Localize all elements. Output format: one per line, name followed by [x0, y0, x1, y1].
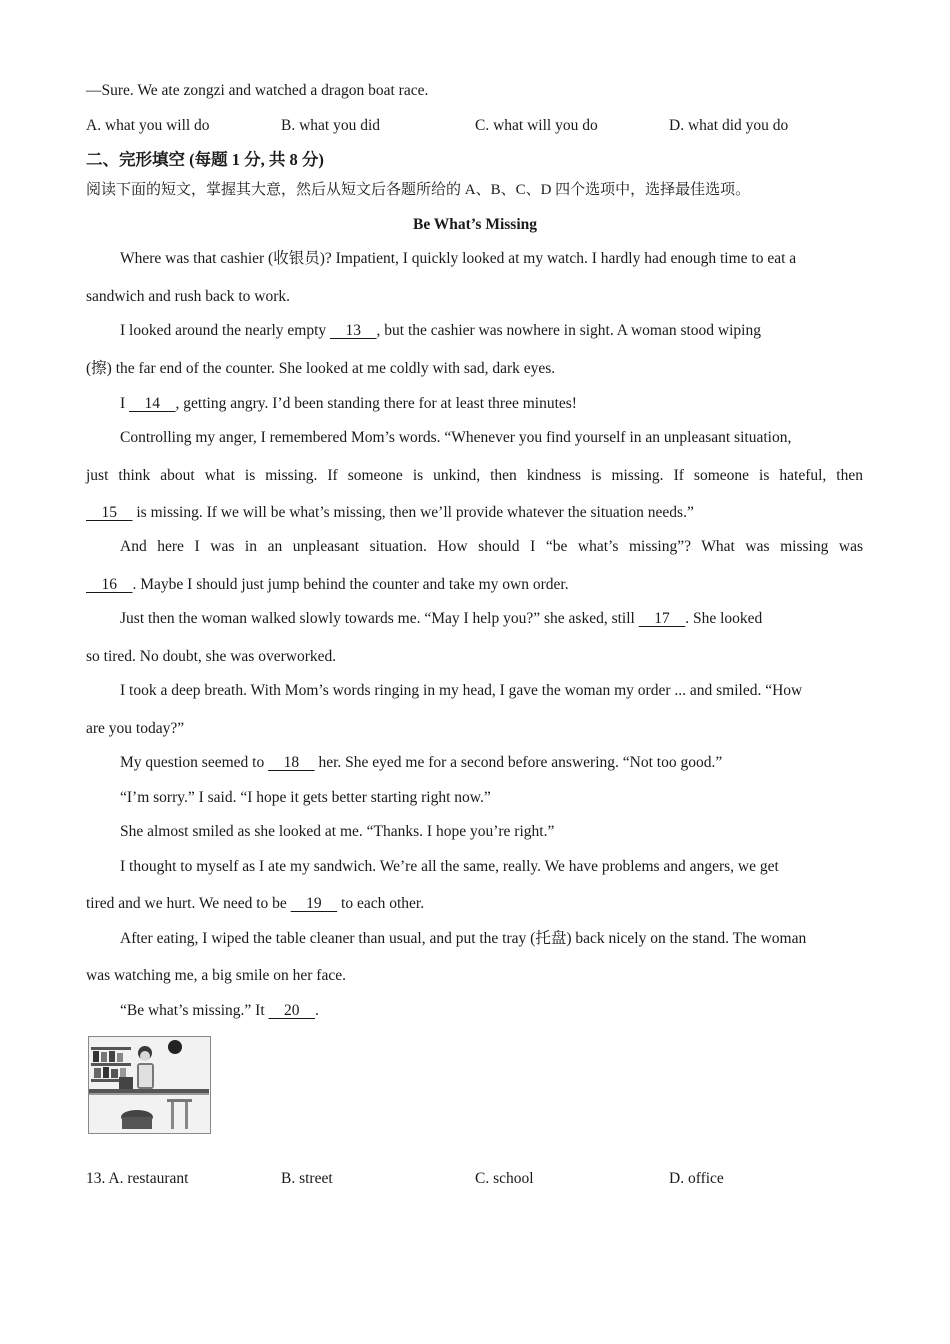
p11-line2: tired and we hurt. We need to be 19 to each other. — [86, 895, 425, 912]
q13-option-d: D. office — [669, 1170, 724, 1187]
passage-title: Be What’s Missing — [412, 216, 537, 233]
p4-line1: Controlling my anger, I remembered Mom’s words. “Whenever you find yourself in an unpleasant situation, — [120, 429, 792, 446]
option-c: C. what will you do — [475, 117, 598, 134]
blank-18: 18 — [268, 754, 315, 771]
blank-13: 13 — [330, 322, 377, 339]
p3-line: I 14 , getting angry. I’d been standing there for at least three minutes! — [120, 395, 577, 412]
p6-line1: Just then the woman walked slowly towards me. “May I help you?” she asked, still 17 . She looked — [120, 610, 763, 627]
option-d: D. what did you do — [669, 117, 789, 134]
p2-line1: I looked around the nearly empty 13 , but the cashier was nowhere in sight. A woman stood wiping — [120, 322, 761, 339]
p10-line: She almost smiled as she looked at me. “Thanks. I hope you’re right.” — [120, 823, 555, 840]
q13-option-c: C. school — [475, 1170, 534, 1187]
p5-line1: And here I was in an unpleasant situation. How should I “be what’s missing”? What was missing was — [120, 538, 863, 555]
p9-line: “I’m sorry.” I said. “I hope it gets better starting right now.” — [120, 789, 491, 806]
blank-15: 15 — [86, 504, 133, 521]
answer-line: —Sure. We ate zongzi and watched a dragon boat race. — [86, 82, 429, 99]
blank-14: 14 — [129, 395, 176, 412]
p5-line2: 16 . Maybe I should just jump behind the counter and take my own order. — [86, 576, 569, 593]
p1-line1: Where was that cashier (收银员)? Impatient, I quickly looked at my watch. I hardly had enough time to eat a — [120, 250, 797, 267]
p12-line2: was watching me, a big smile on her face. — [86, 967, 346, 984]
blank-20: 20 — [268, 1002, 316, 1019]
blank-16: 16 — [86, 576, 133, 593]
p13-line: “Be what’s missing.” It 20 . — [120, 1002, 319, 1019]
illustration-image — [88, 1036, 211, 1134]
p7-line2: are you today?” — [86, 720, 185, 737]
blank-19: 19 — [290, 895, 338, 912]
p4-line2: just think about what is missing. If someone is unkind, then kindness is missing. If someone is hateful, then — [86, 467, 863, 484]
q13-option-b: B. street — [281, 1170, 333, 1187]
option-b: B. what you did — [281, 117, 381, 134]
p4-line3: 15 is missing. If we will be what’s missing, then we’ll provide whatever the situation needs.” — [86, 504, 694, 521]
p7-line1: I took a deep breath. With Mom’s words ringing in my head, I gave the woman my order ... and smiled. “How — [120, 682, 803, 699]
p6-line2: so tired. No doubt, she was overworked. — [86, 648, 337, 665]
p1-line2: sandwich and rush back to work. — [86, 288, 291, 305]
section-instructions: 阅读下面的短文，掌握其大意，然后从短文后各题所给的 A、B、C、D 四个选项中，选择最佳选项。 — [86, 182, 751, 198]
section-heading: 二、完形填空 (每题 1 分, 共 8 分) — [86, 150, 324, 169]
p12-line1: After eating, I wiped the table cleaner than usual, and put the tray (托盘) back nicely on the stand. The woman — [120, 930, 807, 947]
p8-line: My question seemed to 18 her. She eyed me for a second before answering. “Not too good.” — [120, 754, 723, 771]
q13-option-a: 13. A. restaurant — [86, 1170, 189, 1187]
option-a: A. what you will do — [86, 117, 210, 134]
cafe-counter-illustration — [89, 1037, 209, 1132]
blank-17: 17 — [638, 610, 686, 627]
p2-line2: (擦) the far end of the counter. She looked at me coldly with sad, dark eyes. — [86, 360, 556, 377]
p11-line1: I thought to myself as I ate my sandwich. We’re all the same, really. We have problems and angers, we get — [120, 858, 779, 875]
